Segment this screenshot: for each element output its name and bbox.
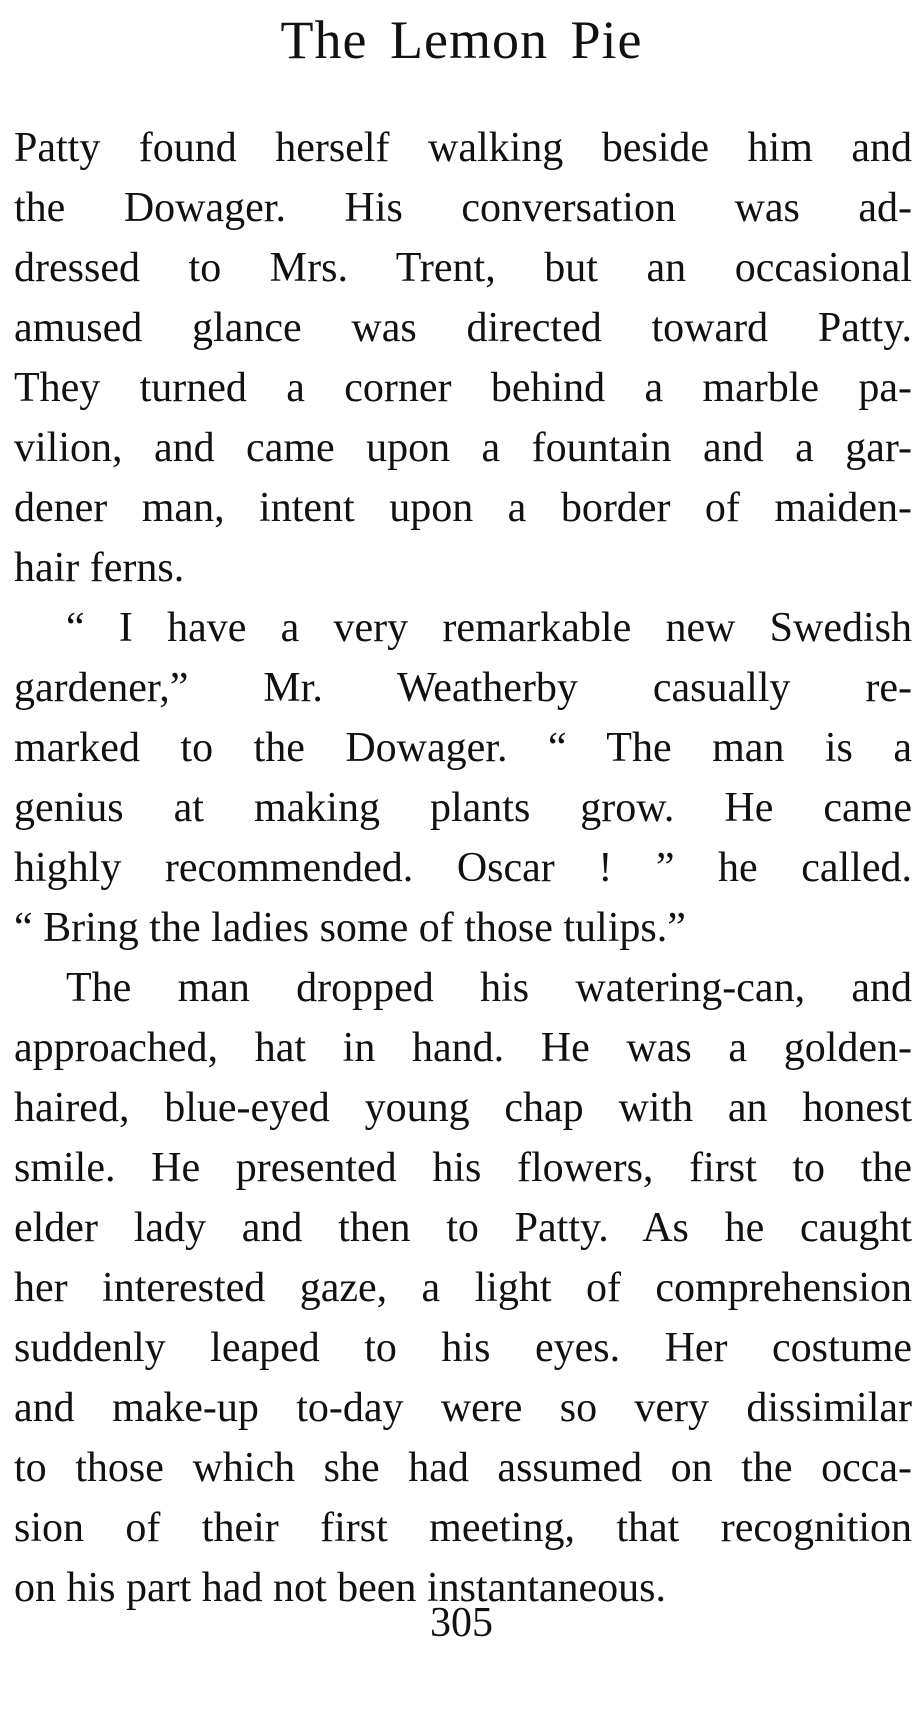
text-line: They turned a corner behind a marble pa- — [14, 365, 912, 411]
running-head: The Lemon Pie — [280, 10, 643, 70]
text-line: the Dowager. His conversation was ad- — [14, 185, 912, 231]
text-line: amused glance was directed toward Patty. — [14, 305, 912, 351]
text-line: sion of their first meeting, that recognition — [14, 1505, 912, 1551]
text-line: haired, blue-eyed young chap with an honest — [14, 1085, 912, 1131]
text-line: elder lady and then to Patty. As he caught — [14, 1205, 912, 1251]
text-line: suddenly leaped to his eyes. Her costume — [14, 1325, 912, 1371]
text-line: “ I have a very remarkable new Swedish — [66, 605, 912, 651]
text-line: gardener,” Mr. Weatherby casually re- — [14, 665, 912, 711]
text-line: dressed to Mrs. Trent, but an occasional — [14, 245, 912, 291]
text-line: “ Bring the ladies some of those tulips.” — [14, 905, 686, 951]
text-line: on his part had not been instantaneous. — [14, 1565, 667, 1611]
text-line: marked to the Dowager. “ The man is a — [14, 725, 912, 771]
text-line: to those which she had assumed on the occa- — [14, 1445, 912, 1491]
text-line: hair ferns. — [14, 545, 185, 591]
text-line: and make-up to-day were so very dissimilar — [14, 1385, 912, 1431]
text-line: vilion, and came upon a fountain and a gar- — [14, 425, 912, 471]
text-line: her interested gaze, a light of comprehension — [14, 1265, 912, 1311]
text-line: The man dropped his watering-can, and — [66, 965, 912, 1011]
text-line: dener man, intent upon a border of maiden- — [14, 485, 912, 531]
body-text — [14, 118, 912, 1618]
paragraph — [14, 118, 912, 598]
paragraph — [14, 958, 912, 1618]
paragraph — [14, 598, 912, 958]
text-line: genius at making plants grow. He came — [14, 785, 912, 831]
text-line: smile. He presented his flowers, first to the — [14, 1145, 912, 1191]
text-line: highly recommended. Oscar ! ” he called. — [14, 845, 912, 891]
text-line: Patty found herself walking beside him and — [14, 125, 912, 171]
page-number: 305 — [430, 1600, 493, 1646]
text-line: approached, hat in hand. He was a golden- — [14, 1025, 912, 1071]
